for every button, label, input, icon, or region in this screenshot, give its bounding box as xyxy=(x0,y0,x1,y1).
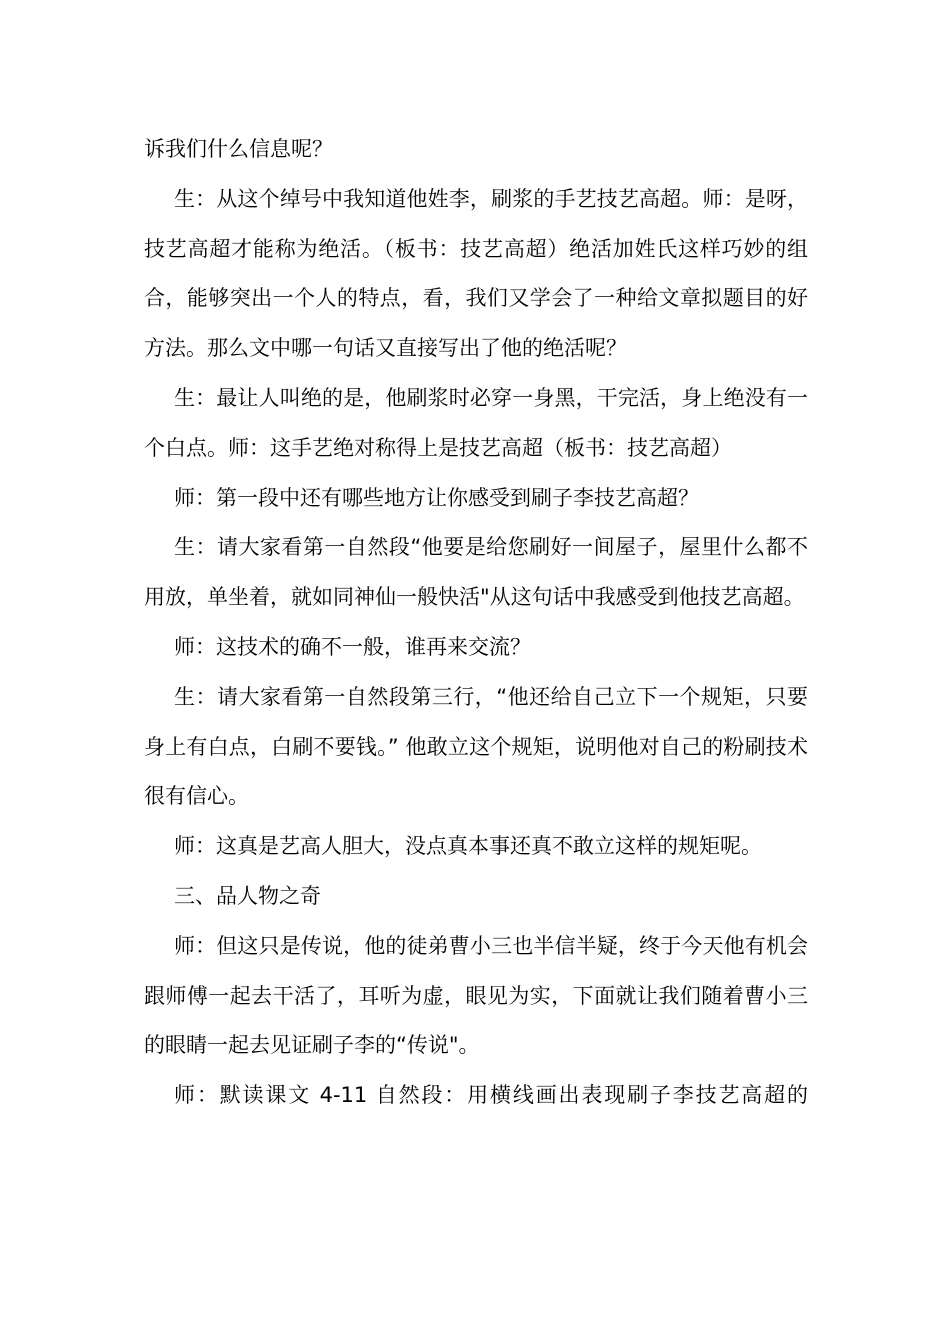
paragraph-continuation: 诉我们什么信息呢？ xyxy=(144,137,333,161)
paragraph-teacher-bold: 师：这真是艺高人胆大，没点真本事还真不敢立这样的规矩呢。 xyxy=(174,834,762,859)
paragraph-student-nickname: 生：从这个绰号中我知道他姓李，刷浆的手艺技艺高超。师：是呀，技艺高超才能称为绝活。（板书：技艺高超）绝活加姓氏这样巧妙的组合，能够突出一个人的特点，看，我们又学会了一种给文章拟题目的好方法。那么文中哪一句话又直接写出了他的绝活呢？ xyxy=(144,186,808,361)
paragraph-student-rule: 生：请大家看第一自然段第三行，“他还给自己立下一个规矩，只要身上有白点，白刷不要钱。” 他敢立这个规矩，说明他对自己的粉刷技术很有信心。 xyxy=(144,684,808,809)
paragraph-teacher-legend: 师：但这只是传说，他的徒弟曹小三也半信半疑，终于今天他有机会跟师傅一起去干活了，耳听为虚，眼见为实，下面就让我们随着曹小三的眼睛一起去见证刷子李的“传说"。 xyxy=(144,933,808,1058)
section-heading: 三、品人物之奇 xyxy=(174,883,321,908)
paragraph-teacher-question: 师：第一段中还有哪些地方让你感受到刷子李技艺高超？ xyxy=(174,485,699,510)
paragraph-teacher-reading-task: 师：默读课文 4-11 自然段：用横线画出表现刷子李技艺高超的 xyxy=(174,1083,808,1108)
paragraph-student-first-section: 生：请大家看第一自然段“他要是给您刷好一间屋子，屋里什么都不用放，单坐着，就如同神仙一般快活"从这句话中我感受到他技艺高超。 xyxy=(144,535,808,610)
paragraph-teacher-exchange: 师：这技术的确不一般，谁再来交流？ xyxy=(174,634,531,659)
document-body xyxy=(144,125,808,1121)
paragraph-student-black-clothes: 生：最让人叫绝的是，他刷浆时必穿一身黑，干完活，身上绝没有一个白点。师：这手艺绝对称得上是技艺高超（板书：技艺高超） xyxy=(144,385,808,460)
